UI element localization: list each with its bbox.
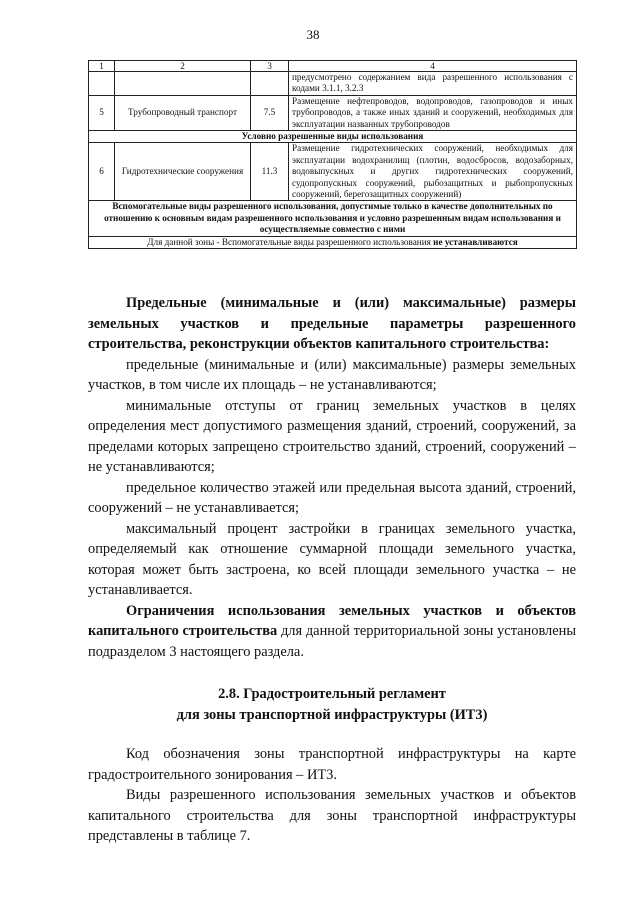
header-col-4: 4 <box>289 61 577 72</box>
table-row <box>89 143 577 201</box>
paragraph-floors: предельное количество этажей или предельная высота зданий, строений, сооружений – не устанавливается; <box>88 479 576 516</box>
note-prefix: Для данной зоны - Вспомогательные виды разрешенного использования <box>147 236 431 247</box>
page-number: 38 <box>306 27 320 42</box>
section-row <box>89 201 577 236</box>
note-row <box>89 236 577 248</box>
body-text <box>88 293 576 847</box>
table-row <box>89 72 577 96</box>
zone-note <box>89 236 577 248</box>
section-auxiliary-uses: Вспомогательные виды разрешенного использования, допустимые только в качестве дополнительных по отношению к основным видам разрешенного использования и условно разрешенным видам использования и осуществляемые совместно с ними <box>89 201 577 236</box>
land-use-table <box>88 60 577 249</box>
table-header-row <box>89 61 577 72</box>
continued-description: предусмотрено содержанием вида разрешенного использования с кодами 3.1.1, 3.2.3 <box>289 72 577 96</box>
limits-heading: Предельные (минимальные и (или) максимальные) размеры земельных участков и предельные параметры разрешенного строительства, реконструкции объектов капитального строительства: <box>88 295 576 352</box>
note-bold: не устанавливаются <box>433 236 518 247</box>
restrictions-rest: для данной территориальной зоны установлены подразделом 3 настоящего раздела. <box>88 623 576 660</box>
use-type-name: Гидротехнические сооружения <box>115 143 251 201</box>
paragraph-plot-size: предельные (минимальные и (или) максимальные) размеры земельных участков, в том числе их площадь – не устанавливаются; <box>88 356 576 393</box>
section-title <box>88 684 576 726</box>
paragraph-table-reference: Виды разрешенного использования земельных участков и объектов капитального строительства для зоны транспортной инфраструктуры представлены в таблице 7. <box>88 787 576 844</box>
header-col-3: 3 <box>251 61 289 72</box>
section-title-line-2: для зоны транспортной инфраструктуры (ИТ3) <box>176 707 488 723</box>
table-row <box>89 95 577 130</box>
use-type-description: Размещение нефтепроводов, водопроводов, газопроводов и иных трубопроводов, а также иных зданий и сооружений, необходимых для эксплуатации названных трубопроводов <box>289 95 577 130</box>
row-number: 5 <box>89 95 115 130</box>
paragraph-setbacks: минимальные отступы от границ земельных участков в целях определения мест допустимого размещения зданий, строений, сооружений, за пределами которых запрещено строительство зданий, строений, сооружений – не устанавливаются; <box>88 397 576 475</box>
restrictions-bold: Ограничения использования земельных участков и объектов капитального строительства <box>88 602 576 639</box>
use-type-code: 11.3 <box>251 143 289 201</box>
section-title-line-1: 2.8. Градостроительный регламент <box>218 686 446 702</box>
header-col-1: 1 <box>89 61 115 72</box>
use-type-name: Трубопроводный транспорт <box>115 95 251 130</box>
paragraph-restrictions <box>88 601 576 663</box>
row-number: 6 <box>89 143 115 201</box>
section-conditional-uses: Условно разрешенные виды использования <box>89 131 577 143</box>
header-col-2: 2 <box>115 61 251 72</box>
paragraph-zone-code: Код обозначения зоны транспортной инфраструктуры на карте градостроительного зонирования – ИТ3. <box>88 746 576 783</box>
use-type-code: 7.5 <box>251 95 289 130</box>
paragraph-coverage: максимальный процент застройки в границах земельного участка, определяемый как отношение суммарной площади земельного участка, которая может быть застроена, ко всей площади земельного участка – не устанавливается. <box>88 520 576 598</box>
section-row <box>89 131 577 143</box>
use-type-description: Размещение гидротехнических сооружений, необходимых для эксплуатации водохранилищ (плотин, водосбросов, водозаборных, водовыпускных и других гидротехнических сооружений, судопропускных сооружений, рыбозащитных и рыбопропускных сооружений, берегозащитных сооружений) <box>289 143 577 201</box>
